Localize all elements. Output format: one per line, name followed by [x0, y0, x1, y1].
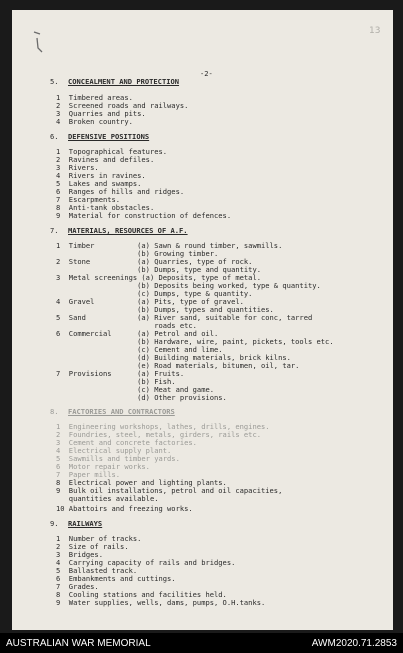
list-item: 3 Bridges.	[56, 550, 103, 559]
list-item: 7 Escarpments.	[56, 195, 121, 204]
list-item: (c) Cement and lime.	[56, 345, 223, 354]
list-item: (b) Dumps, type and quantity.	[56, 265, 261, 274]
list-item: quantities available.	[56, 494, 159, 503]
section-number: 8.	[50, 407, 59, 416]
list-item: 2 Foundries, steel, metals, girders, rails etc.	[56, 430, 261, 439]
list-item: (c) Meat and game.	[56, 385, 215, 394]
section-heading: RAILWAYS	[68, 519, 103, 528]
section-number: 7.	[50, 226, 59, 235]
list-item: 7 Grades.	[56, 582, 99, 591]
list-item: 4 Rivers in ravines.	[56, 171, 146, 180]
list-item: 2 Stone (a) Quarries, type of rock.	[56, 257, 253, 266]
list-item: 2 Screened roads and railways.	[56, 101, 189, 110]
list-item: 8 Anti-tank obstacles.	[56, 203, 155, 212]
list-item: 1 Timber (a) Sawn & round timber, sawmills.	[56, 241, 283, 250]
list-item: 9 Water supplies, wells, dams, pumps, O.H.tanks.	[56, 598, 266, 607]
list-item: 1 Engineering workshops, lathes, drills, engines.	[56, 422, 270, 431]
list-item: (c) Dumps, type & quantity.	[56, 289, 253, 298]
list-item: (d) Other provisions.	[56, 393, 227, 402]
list-item: 3 Cement and concrete factories.	[56, 438, 197, 447]
list-item: (b) Dumps, types and quantities.	[56, 305, 274, 314]
list-item: 9 Bulk oil installations, petrol and oil capacities,	[56, 486, 283, 495]
list-item: 8 Electrical power and lighting plants.	[56, 478, 227, 487]
list-item: 6 Motor repair works.	[56, 462, 150, 471]
section-number: 9.	[50, 519, 59, 528]
list-item: (b) Fish.	[56, 377, 176, 386]
list-item: 4 Electrical supply plant.	[56, 446, 172, 455]
list-item: 5 Sawmills and timber yards.	[56, 454, 180, 463]
list-item: 6 Commercial (a) Petrol and oil.	[56, 329, 219, 338]
list-item: (b) Hardware, wire, paint, pickets, tools etc.	[56, 337, 334, 346]
list-item: 6 Ranges of hills and ridges.	[56, 187, 185, 196]
list-item: 5 Sand (a) River sand, suitable for conc, tarred	[56, 313, 313, 322]
list-item: 2 Ravines and defiles.	[56, 155, 155, 164]
list-item: (b) Deposits being worked, type & quantity.	[56, 281, 321, 290]
section-number: 6.	[50, 132, 59, 141]
footer-institution: AUSTRALIAN WAR MEMORIAL	[6, 638, 151, 649]
list-item: 7 Paper mills.	[56, 470, 121, 479]
list-item: 5 Ballasted track.	[56, 566, 138, 575]
list-item: 3 Quarries and pits.	[56, 109, 146, 118]
list-item: 1 Number of tracks.	[56, 534, 142, 543]
archive-footer	[0, 633, 403, 653]
document-page	[12, 10, 393, 630]
list-item: (e) Road materials, bitumen, oil, tar.	[56, 361, 300, 370]
section-heading: DEFENSIVE POSITIONS	[68, 132, 150, 141]
list-item: (d) Building materials, brick kilns.	[56, 353, 291, 362]
list-item: 3 Rivers.	[56, 163, 99, 172]
list-item: (b) Growing timber.	[56, 249, 219, 258]
list-item: 10 Abattoirs and freezing works.	[56, 504, 193, 513]
list-item: 2 Size of rails.	[56, 542, 129, 551]
section-heading: MATERIALS, RESOURCES OF A.F.	[68, 226, 188, 235]
page-number: -2-	[200, 69, 213, 78]
list-item: 4 Broken country.	[56, 117, 133, 126]
section-heading: CONCEALMENT AND PROTECTION	[68, 77, 180, 86]
list-item: 3 Metal screenings (a) Deposits, type of metal.	[56, 273, 261, 282]
section-heading: FACTORIES AND CONTRACTORS	[68, 407, 175, 416]
folio-number: 13	[369, 26, 381, 36]
list-item: 5 Lakes and swamps.	[56, 179, 142, 188]
list-item: 7 Provisions (a) Fruits.	[56, 369, 185, 378]
list-item: 4 Gravel (a) Pits, type of gravel.	[56, 297, 244, 306]
list-item: 4 Carrying capacity of rails and bridges.	[56, 558, 236, 567]
footer-catalogue-number: AWM2020.71.2853	[311, 638, 397, 649]
list-item: 8 Cooling stations and facilities held.	[56, 590, 227, 599]
list-item: 6 Embankments and cuttings.	[56, 574, 176, 583]
list-item: 9 Material for construction of defences.	[56, 211, 232, 220]
list-item: 1 Timbered areas.	[56, 93, 133, 102]
list-item: roads etc.	[56, 321, 197, 330]
list-item: 1 Topographical features.	[56, 147, 168, 156]
section-number: 5.	[50, 77, 59, 86]
pin-mark-icon	[32, 30, 44, 56]
